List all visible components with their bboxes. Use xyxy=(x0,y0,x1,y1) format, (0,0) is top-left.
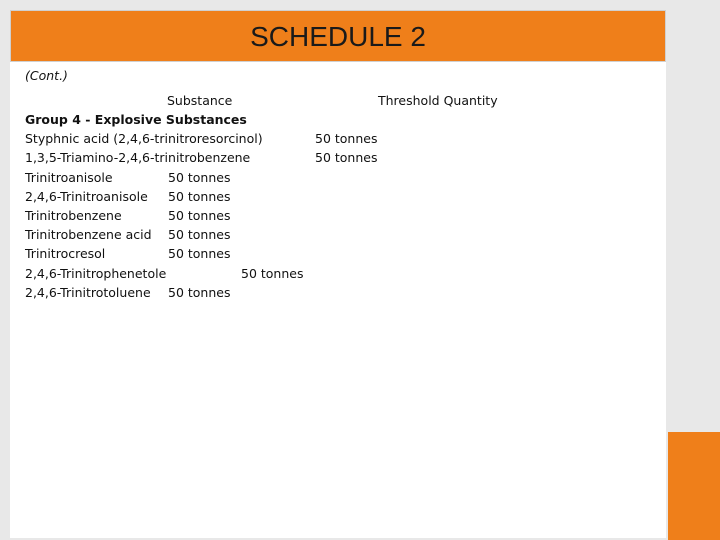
row-quantity: 50 tonnes xyxy=(241,266,304,281)
row-quantity: 50 tonnes xyxy=(315,150,378,165)
header-threshold-quantity: Threshold Quantity xyxy=(378,93,498,108)
row-name: 2,4,6-Trinitrotoluene xyxy=(25,285,151,300)
row-quantity: 50 tonnes xyxy=(168,246,231,261)
accent-block xyxy=(668,432,720,540)
row-quantity: 50 tonnes xyxy=(168,227,231,242)
title-bar xyxy=(10,10,666,62)
group-heading: Group 4 - Explosive Substances xyxy=(25,112,247,127)
row-quantity: 50 tonnes xyxy=(168,285,231,300)
row-name: 2,4,6-Trinitroanisole xyxy=(25,189,148,204)
slide-title: SCHEDULE 2 xyxy=(250,21,426,52)
continued-label: (Cont.) xyxy=(25,68,68,83)
row-quantity: 50 tonnes xyxy=(168,189,231,204)
row-quantity: 50 tonnes xyxy=(315,131,378,146)
header-substance: Substance xyxy=(167,93,233,108)
row-quantity: 50 tonnes xyxy=(168,208,231,223)
row-name: Trinitroanisole xyxy=(25,170,113,185)
row-name: Styphnic acid (2,4,6-trinitroresorcinol) xyxy=(25,131,263,146)
row-name: Trinitrobenzene acid xyxy=(25,227,152,242)
row-name: 1,3,5-Triamino-2,4,6-trinitrobenzene xyxy=(25,150,251,165)
row-name: 2,4,6-Trinitrophenetole xyxy=(25,266,167,281)
row-name: Trinitrocresol xyxy=(25,246,106,261)
row-name: Trinitrobenzene xyxy=(25,208,122,223)
row-quantity: 50 tonnes xyxy=(168,170,231,185)
